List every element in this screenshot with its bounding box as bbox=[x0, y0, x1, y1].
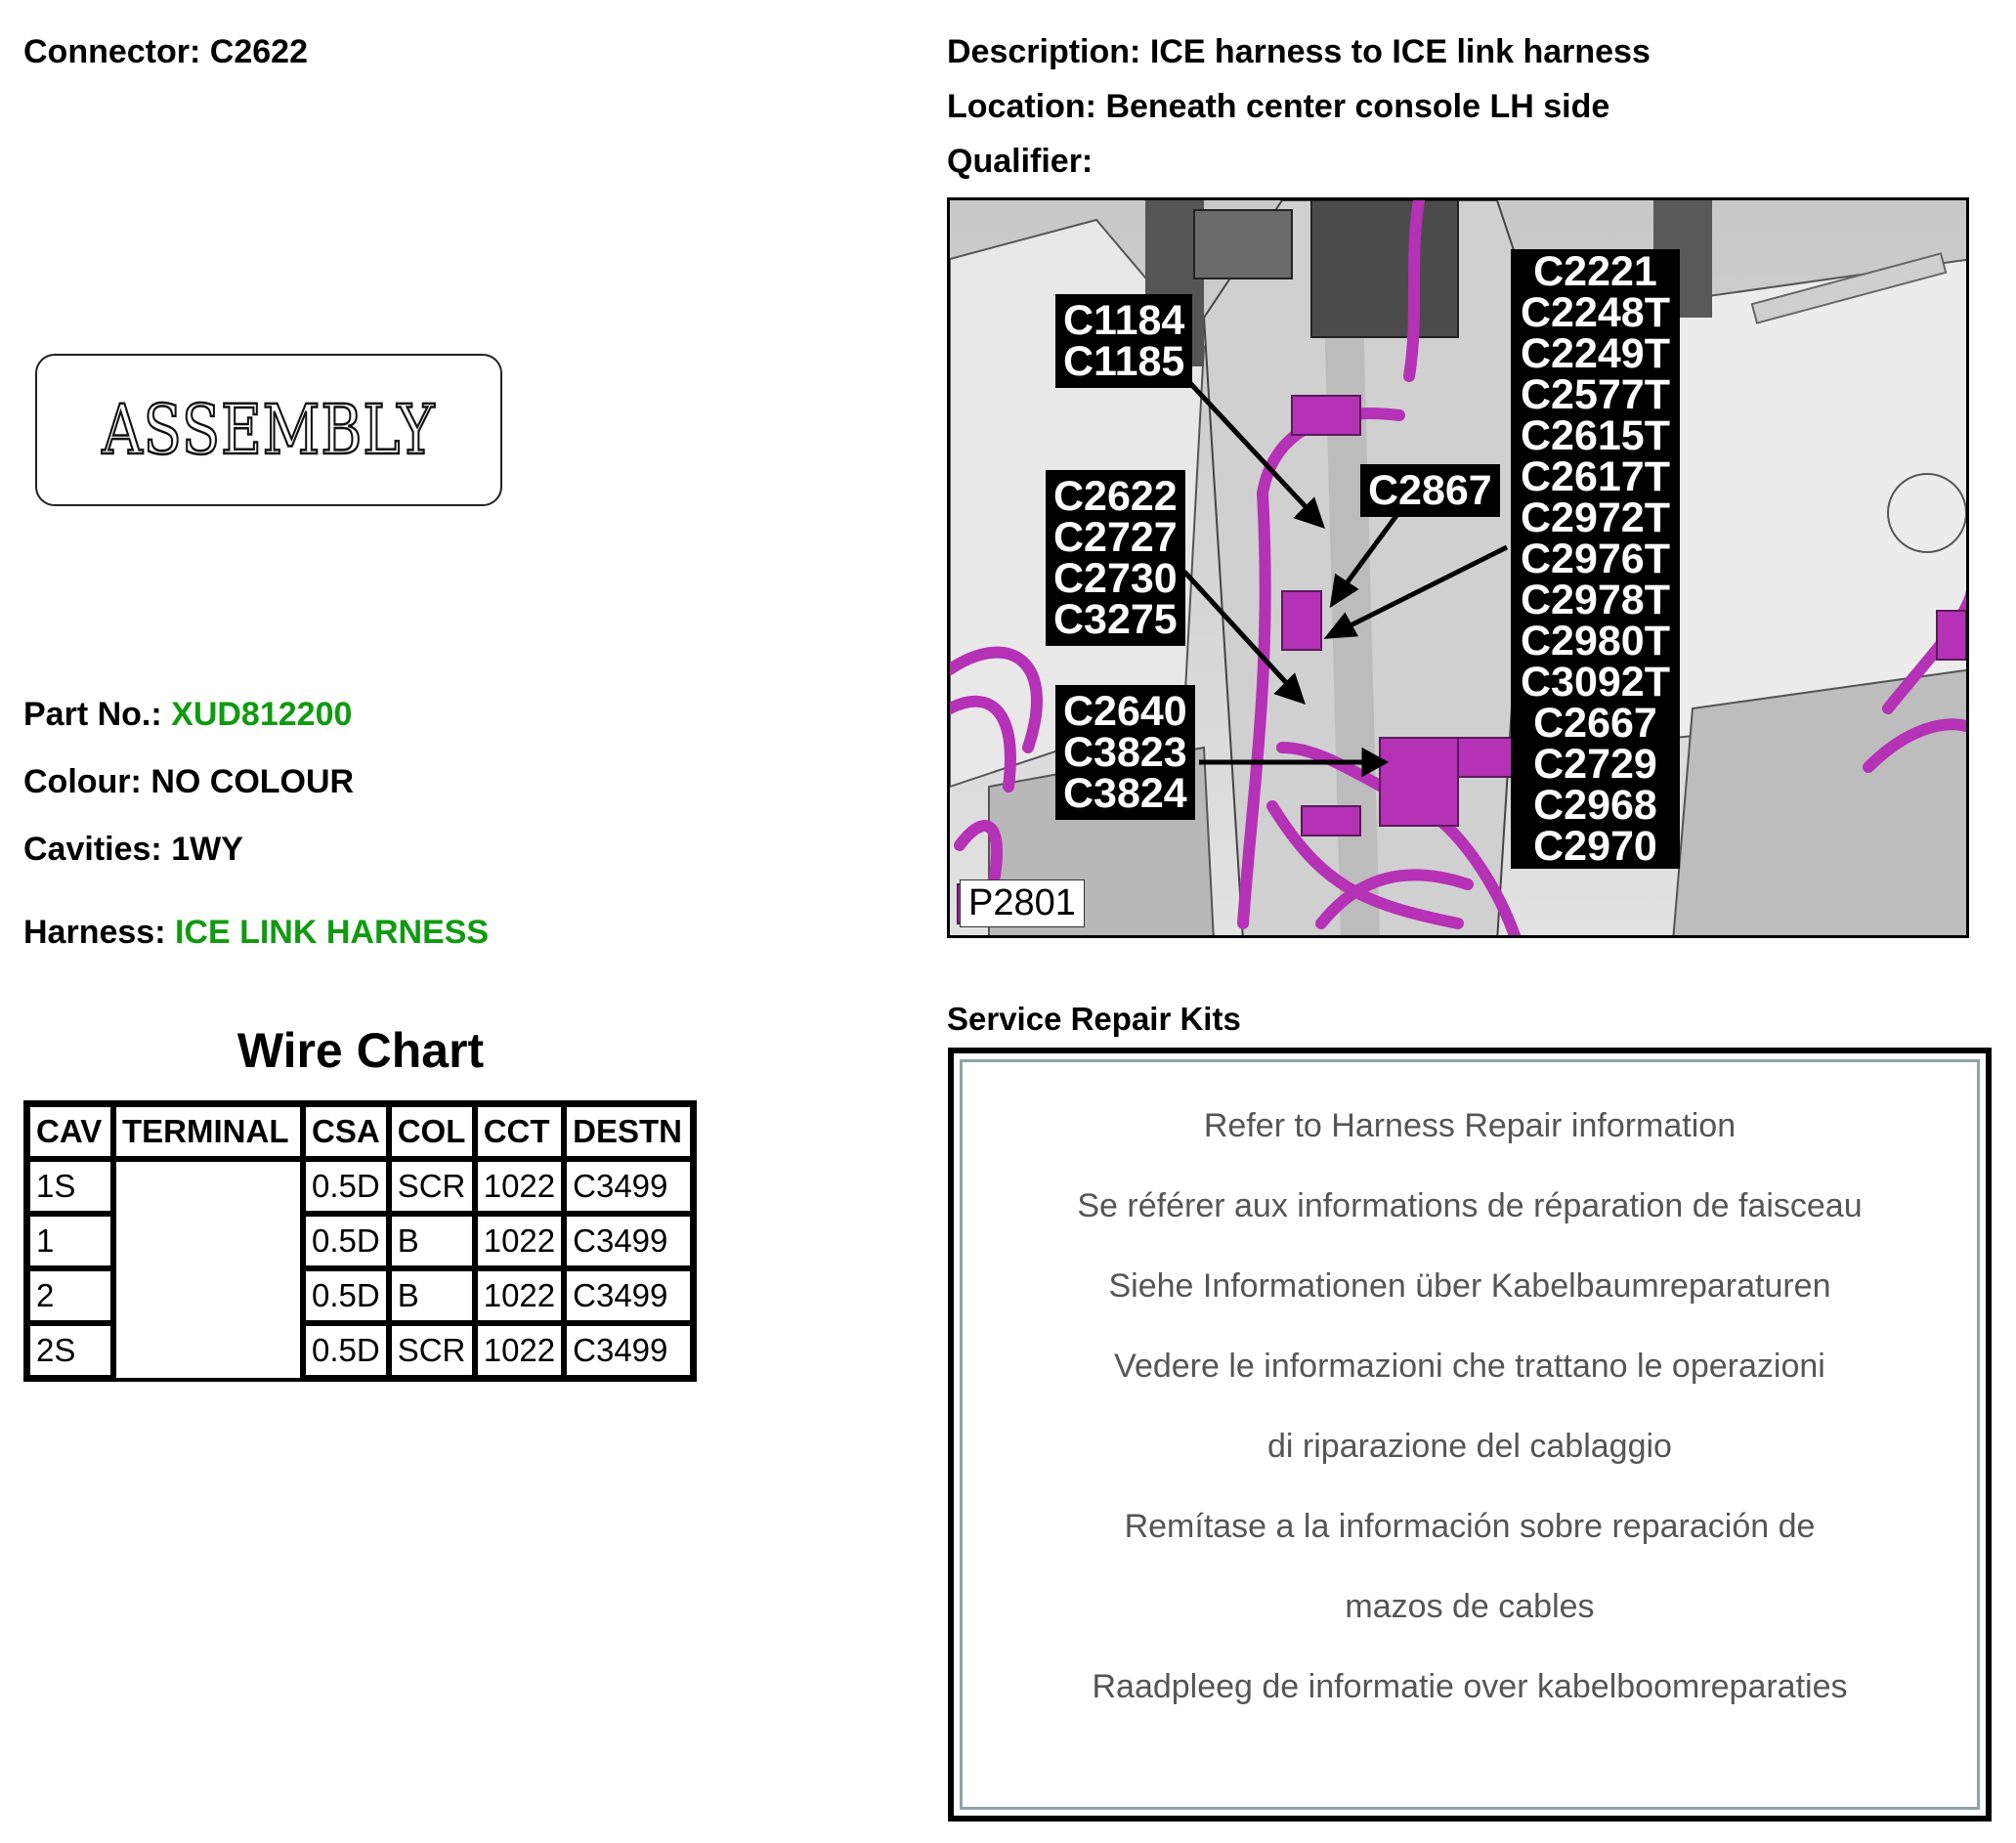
repair-info-line: di riparazione del cablaggio bbox=[1267, 1428, 1672, 1465]
callout-label: C2640 bbox=[1063, 688, 1187, 735]
callout-group-d bbox=[1055, 685, 1195, 820]
cell-cct: 1022 bbox=[475, 1268, 564, 1323]
cell-csa: 0.5D bbox=[303, 1214, 389, 1268]
callout-label: C2622 bbox=[1053, 473, 1178, 520]
location-label: Location: bbox=[947, 88, 1096, 125]
colour-label: Colour: bbox=[23, 763, 142, 800]
callout-label: C2968 bbox=[1533, 782, 1657, 829]
repair-info-line: Refer to Harness Repair information bbox=[1203, 1107, 1737, 1144]
wire-chart-title: Wire Chart bbox=[236, 1023, 485, 1078]
header-csa: CSA bbox=[303, 1104, 389, 1159]
callout-label: C3275 bbox=[1053, 596, 1178, 643]
callout-label: C2221 bbox=[1533, 248, 1657, 295]
service-repair-kits-box bbox=[948, 1048, 1992, 1822]
cell-cct: 1022 bbox=[475, 1323, 564, 1378]
connector-label: Connector: bbox=[23, 33, 201, 70]
cell-col: SCR bbox=[389, 1323, 475, 1378]
wire-chart-table bbox=[23, 1100, 697, 1382]
callout-label: C2617T bbox=[1521, 453, 1670, 500]
colour-value: NO COLOUR bbox=[150, 763, 355, 800]
colour-row bbox=[23, 763, 354, 801]
cavities-row bbox=[23, 831, 243, 869]
description-row bbox=[947, 33, 1651, 71]
cell-col: B bbox=[389, 1214, 475, 1268]
wire-chart-header-row bbox=[27, 1104, 693, 1159]
harness-row bbox=[23, 914, 489, 952]
connector-location-photo bbox=[947, 197, 1969, 938]
location-value: Beneath center console LH side bbox=[1105, 88, 1610, 125]
callout-label: C2730 bbox=[1053, 555, 1178, 602]
service-repair-kits-title: Service Repair Kits bbox=[947, 1001, 1241, 1037]
connector-row bbox=[23, 33, 308, 71]
callout-label: C2577T bbox=[1521, 371, 1670, 418]
cell-destn: C3499 bbox=[564, 1268, 693, 1323]
callout-group-c bbox=[1360, 464, 1500, 517]
header-col: COL bbox=[389, 1104, 475, 1159]
header-destn: DESTN bbox=[564, 1104, 693, 1159]
callout-label: C3824 bbox=[1063, 770, 1187, 817]
repair-info-line: Vedere le informazioni che trattano le operazioni bbox=[1114, 1348, 1825, 1385]
header-cct: CCT bbox=[475, 1104, 564, 1159]
cell-destn: C3499 bbox=[564, 1214, 693, 1268]
header-terminal: TERMINAL bbox=[113, 1104, 303, 1159]
assembly-label: ASSEMBLY bbox=[102, 390, 436, 470]
cell-cav: 2S bbox=[27, 1323, 113, 1378]
callout-label: C2615T bbox=[1521, 412, 1670, 459]
cell-destn: C3499 bbox=[564, 1323, 693, 1378]
callout-label: C2729 bbox=[1533, 741, 1657, 788]
cell-col: SCR bbox=[389, 1159, 475, 1214]
qualifier-label: Qualifier: bbox=[947, 143, 1094, 180]
service-repair-kits-inner bbox=[960, 1059, 1980, 1810]
callout-label: C2980T bbox=[1521, 618, 1670, 664]
description-value: ICE harness to ICE link harness bbox=[1149, 33, 1651, 70]
repair-info-line: mazos de cables bbox=[1345, 1588, 1595, 1625]
cell-csa: 0.5D bbox=[303, 1323, 389, 1378]
part-number-row bbox=[23, 696, 352, 734]
callout-label: C1184 bbox=[1063, 297, 1185, 344]
cell-destn: C3499 bbox=[564, 1159, 693, 1214]
repair-info-line: Raadpleeg de informatie over kabelboomreparaties bbox=[1092, 1668, 1848, 1705]
callout-label: C3092T bbox=[1521, 659, 1670, 706]
callout-label: C2249T bbox=[1521, 330, 1670, 377]
callout-label: C2976T bbox=[1521, 536, 1670, 582]
cavities-value: 1WY bbox=[171, 831, 243, 868]
cell-cav: 2 bbox=[27, 1268, 113, 1323]
repair-info-line: Se référer aux informations de réparation de faisceau bbox=[1077, 1187, 1863, 1224]
callout-group-b bbox=[1046, 470, 1185, 646]
cell-cav: 1 bbox=[27, 1214, 113, 1268]
qualifier-row bbox=[947, 143, 1093, 181]
callout-label: C1185 bbox=[1063, 338, 1185, 385]
harness-link[interactable]: ICE LINK HARNESS bbox=[174, 914, 490, 951]
repair-info-line: Siehe Informationen über Kabelbaumreparaturen bbox=[1108, 1267, 1831, 1305]
harness-label: Harness: bbox=[23, 914, 166, 951]
location-row bbox=[947, 88, 1609, 126]
callout-group-a bbox=[1055, 294, 1192, 388]
photo-code: P2801 bbox=[960, 879, 1085, 927]
callout-label: C3823 bbox=[1063, 729, 1187, 776]
callout-label: C2867 bbox=[1368, 467, 1492, 514]
callout-label: C2972T bbox=[1521, 494, 1670, 541]
cell-csa: 0.5D bbox=[303, 1159, 389, 1214]
callout-group-e bbox=[1511, 249, 1680, 869]
repair-info-line: Remítase a la información sobre reparación de bbox=[1124, 1508, 1816, 1545]
callout-label: C2970 bbox=[1533, 823, 1657, 870]
cell-csa: 0.5D bbox=[303, 1268, 389, 1323]
cell-cav: 1S bbox=[27, 1159, 113, 1214]
cavities-label: Cavities: bbox=[23, 831, 162, 868]
callout-label: C2248T bbox=[1521, 289, 1670, 336]
header-cav: CAV bbox=[27, 1104, 113, 1159]
part-number-link[interactable]: XUD812200 bbox=[171, 696, 353, 733]
cell-cct: 1022 bbox=[475, 1214, 564, 1268]
description-label: Description: bbox=[947, 33, 1141, 70]
callout-label: C2667 bbox=[1533, 700, 1657, 747]
connector-value: C2622 bbox=[209, 33, 308, 70]
cell-cct: 1022 bbox=[475, 1159, 564, 1214]
callout-label: C2978T bbox=[1521, 577, 1670, 623]
cell-terminal bbox=[113, 1159, 303, 1378]
table-row bbox=[27, 1159, 693, 1214]
part-number-label: Part No.: bbox=[23, 696, 162, 733]
cell-col: B bbox=[389, 1268, 475, 1323]
assembly-box bbox=[35, 354, 502, 506]
callout-label: C2727 bbox=[1053, 514, 1178, 561]
